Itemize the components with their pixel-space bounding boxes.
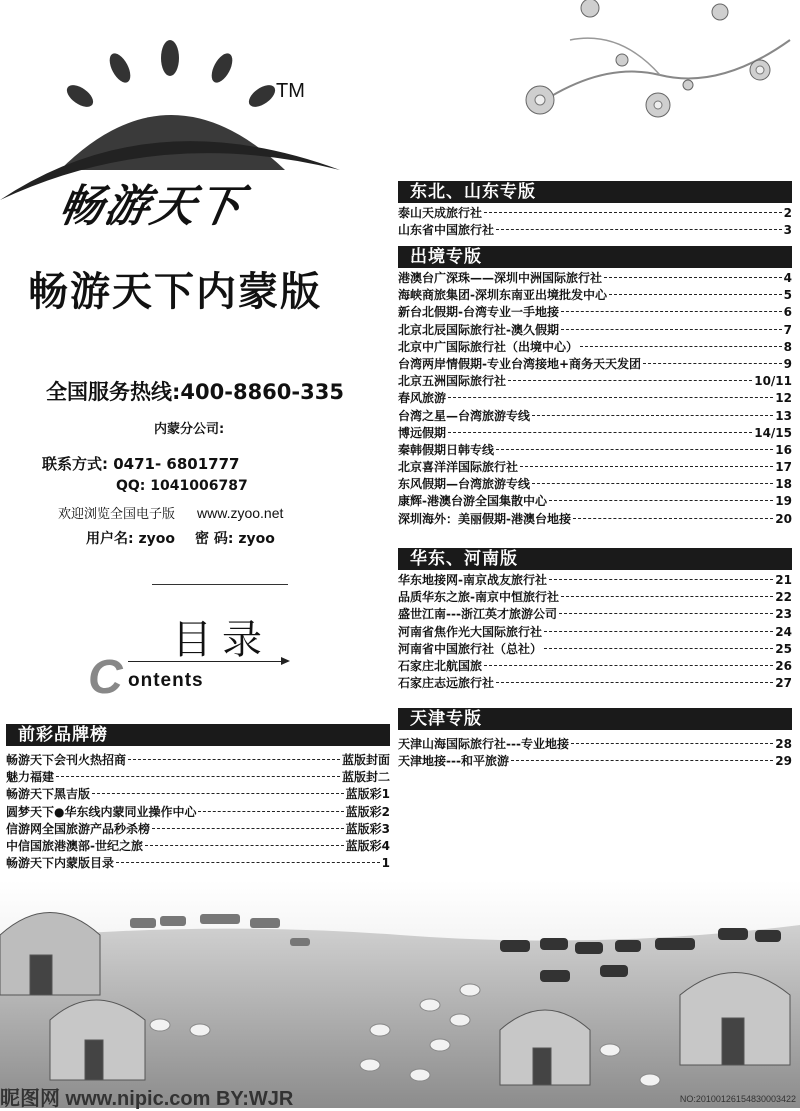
- toc-row[interactable]: [6, 855, 390, 872]
- toc-row[interactable]: [398, 589, 792, 606]
- user-value: zyoo: [138, 531, 175, 547]
- toc-row[interactable]: [398, 572, 792, 589]
- leader-dashes: [56, 776, 340, 777]
- leader-dashes: [484, 665, 773, 666]
- website-link[interactable]: www.zyoo.net: [197, 505, 284, 521]
- toc-entry-title: 石家庄志远旅行社: [398, 676, 495, 691]
- toc-row[interactable]: [6, 821, 390, 838]
- toc-entry-page: 12: [775, 391, 792, 406]
- toc-row[interactable]: [398, 675, 792, 692]
- contact-qq: [116, 478, 248, 494]
- toc-entry-title: 畅游天下内蒙版目录: [6, 856, 115, 871]
- logo: [0, 30, 340, 230]
- contents-c-letter: C: [88, 651, 123, 704]
- toc-entry-title: 台湾之星—台湾旅游专线: [398, 408, 531, 423]
- contact-phone: [42, 453, 240, 474]
- toc-entry-title: 港澳台广深珠——深圳中洲国际旅行社: [398, 271, 603, 285]
- login-credentials: [86, 528, 275, 548]
- section-east-henan: [398, 548, 792, 692]
- toc-entry-page: 14/15: [754, 425, 792, 440]
- toc-entry-title: 北京中广国际旅行社（出境中心）: [398, 339, 579, 354]
- toc-entry-page: 25: [775, 641, 792, 656]
- leader-dashes: [496, 449, 773, 450]
- toc-row[interactable]: [398, 442, 792, 459]
- toc-entry-title: 天津山海国际旅行社---专业地接: [398, 737, 569, 751]
- leader-dashes: [145, 845, 344, 846]
- toc-entry-page: 蓝版彩2: [345, 804, 390, 819]
- leader-dashes: [128, 759, 340, 760]
- hotline-number: 400-8860-335: [180, 380, 344, 404]
- section-header: 华东、河南版: [398, 548, 792, 570]
- toc-row[interactable]: [398, 339, 792, 356]
- leader-dashes: [549, 579, 773, 580]
- leader-dashes: [609, 294, 782, 295]
- toc-entry-page: 4: [783, 271, 792, 285]
- toc-entry-title: 畅游天下会刊火热招商: [6, 753, 127, 767]
- toc-entry-page: 24: [775, 624, 792, 639]
- toc-entry-page: 蓝版封面: [341, 753, 390, 767]
- toc-entry-title: 魅力福建: [6, 770, 55, 785]
- toc-row[interactable]: [6, 769, 390, 786]
- toc-row[interactable]: [398, 606, 792, 623]
- leader-dashes: [532, 483, 773, 484]
- branch-label: 内蒙分公司:: [154, 422, 225, 437]
- toc-row[interactable]: [6, 752, 390, 769]
- leader-dashes: [544, 648, 773, 649]
- toc-entry-title: 北京五洲国际旅行社: [398, 374, 507, 389]
- qq-label: QQ:: [116, 478, 146, 494]
- toc-entry-title: 品质华东之旅-南京中恒旅行社: [398, 590, 559, 605]
- toc-entry-page: 28: [775, 737, 792, 751]
- toc-entry-page: 29: [775, 754, 792, 769]
- leader-dashes: [549, 500, 773, 501]
- leader-dashes: [580, 346, 782, 347]
- leader-dashes: [604, 277, 782, 278]
- leader-dashes: [520, 466, 773, 467]
- hotline-label: 全国服务热线:: [46, 380, 181, 404]
- leader-dashes: [571, 743, 773, 744]
- welcome-text: 欢迎浏览全国电子版: [58, 507, 176, 522]
- toc-entry-page: 17: [775, 460, 792, 475]
- yurt-icon: [680, 973, 790, 1066]
- leader-dashes: [92, 793, 344, 794]
- toc-entry-page: 6: [783, 305, 792, 320]
- toc-entry-page: 19: [775, 494, 792, 509]
- toc-entry-title: 海峡商旅集团-深圳东南亚出境批发中心: [398, 288, 607, 303]
- leader-dashes: [496, 229, 782, 230]
- leader-dashes: [561, 329, 782, 330]
- toc-entry-title: 康辉-港澳台游全国集散中心: [398, 494, 547, 509]
- toc-entry-page: 21: [775, 573, 792, 587]
- toc-entry-title: 信游网全国旅游产品秒杀榜: [6, 821, 151, 836]
- section-header: 前彩品牌榜: [6, 724, 390, 746]
- toc-entry-title: 深圳海外：美丽假期-港澳台地接: [398, 511, 571, 526]
- toc-row[interactable]: [398, 753, 792, 770]
- toc-row[interactable]: [398, 511, 792, 528]
- toc-row[interactable]: [398, 205, 792, 222]
- toc-row[interactable]: [6, 786, 390, 803]
- toc-entry-page: 18: [775, 477, 792, 492]
- edition-title: 畅游天下内蒙版: [28, 269, 322, 315]
- toc-entry-title: 北京喜洋洋国际旅行社: [398, 460, 519, 475]
- leader-dashes: [561, 311, 782, 312]
- leader-dashes: [561, 596, 773, 597]
- toc-row[interactable]: [398, 270, 792, 287]
- toc-entry-title: 华东地接网-南京战友旅行社: [398, 573, 547, 587]
- toc-row[interactable]: [398, 322, 792, 339]
- section-header: 东北、山东专版: [398, 181, 792, 203]
- leader-dashes: [643, 363, 782, 364]
- arrow-right-icon: [128, 661, 288, 662]
- logo-script-name: 畅游天下: [54, 181, 248, 232]
- toc-entry-page: 1: [381, 856, 390, 871]
- hotline: [46, 376, 344, 406]
- toc-entry-page: 20: [775, 511, 792, 526]
- leader-dashes: [152, 828, 344, 829]
- phone-number: 0471- 6801777: [113, 455, 240, 473]
- toc-row[interactable]: [398, 287, 792, 304]
- leader-dashes: [198, 811, 343, 812]
- toc-entry-page: 22: [775, 590, 792, 605]
- watermark-id: NO:20100126154830003422: [679, 1094, 796, 1104]
- toc-entry-page: 5: [783, 288, 792, 303]
- toc-entry-title: 盛世江南---浙江英才旅游公司: [398, 607, 557, 622]
- toc-entry-title: 山东省中国旅行社: [398, 223, 495, 238]
- toc-entry-title: 台湾两岸情假期-专业台湾接地+商务天天发团: [398, 356, 642, 371]
- qq-number: 1041006787: [150, 478, 248, 494]
- toc-entry-page: 27: [775, 676, 792, 691]
- toc-row[interactable]: [398, 222, 792, 239]
- toc-entry-page: 3: [783, 223, 792, 238]
- leader-dashes: [511, 760, 773, 761]
- toc-entry-page: 13: [775, 408, 792, 423]
- toc-entry-page: 26: [775, 658, 792, 673]
- toc-entry-page: 蓝版彩3: [345, 821, 390, 836]
- toc-title: 目录: [172, 617, 272, 663]
- leader-dashes: [116, 862, 380, 863]
- leader-dashes: [559, 613, 773, 614]
- toc-row[interactable]: [398, 390, 792, 407]
- section-header: 天津专版: [398, 708, 792, 730]
- toc-row[interactable]: [398, 304, 792, 321]
- toc-entry-page: 2: [783, 206, 792, 220]
- section-front-color: [6, 724, 390, 872]
- toc-entry-page: 9: [783, 356, 792, 371]
- leader-dashes: [496, 682, 773, 683]
- toc-row[interactable]: [398, 425, 792, 442]
- divider: [152, 584, 288, 585]
- contents-word: ontents: [128, 670, 204, 691]
- toc-row[interactable]: [398, 373, 792, 390]
- toc-entry-page: 8: [783, 339, 792, 354]
- pass-label: 密 码:: [195, 531, 234, 547]
- toc-entry-title: 新台北假期-台湾专业一手地接: [398, 305, 559, 320]
- toc-entry-page: 蓝版封二: [341, 770, 390, 785]
- toc-entry-title: 博远假期: [398, 425, 447, 440]
- toc-row[interactable]: [398, 624, 792, 641]
- toc-entry-title: 春风旅游: [398, 391, 447, 406]
- section-tianjin: [398, 708, 792, 770]
- toc-entry-title: 畅游天下黑吉版: [6, 787, 91, 802]
- section-header: 出境专版: [398, 246, 792, 268]
- leader-dashes: [448, 432, 752, 433]
- toc-entry-page: 7: [783, 322, 792, 337]
- trademark-mark: TM: [276, 80, 305, 102]
- leader-dashes: [448, 397, 773, 398]
- toc-entry-page: 23: [775, 607, 792, 622]
- toc-entry-page: 16: [775, 442, 792, 457]
- leader-dashes: [532, 415, 773, 416]
- yurt-icon: [0, 913, 100, 996]
- toc-entry-title: 河南省焦作光大国际旅行社: [398, 624, 543, 639]
- grassland-scene-image: [0, 880, 800, 1108]
- phone-label: 联系方式:: [42, 455, 108, 473]
- section-northeast: [398, 181, 792, 239]
- toc-entry-title: 泰山天成旅行社: [398, 206, 483, 220]
- toc-row[interactable]: [6, 838, 390, 855]
- flower-decoration-icon: [510, 0, 800, 140]
- toc-entry-title: 河南省中国旅行社（总社）: [398, 641, 543, 656]
- leader-dashes: [508, 380, 752, 381]
- toc-row[interactable]: [398, 459, 792, 476]
- toc-entry-title: 秦韩假期日韩专线: [398, 442, 495, 457]
- leader-dashes: [573, 518, 773, 519]
- toc-row[interactable]: [398, 641, 792, 658]
- user-label: 用户名:: [86, 531, 134, 547]
- yurt-icon: [50, 1000, 145, 1080]
- toc-entry-page: 蓝版彩1: [345, 787, 390, 802]
- yurt-icon: [500, 1010, 590, 1085]
- toc-entry-title: 天津地接---和平旅游: [398, 754, 509, 769]
- toc-entry-title: 东风假期—台湾旅游专线: [398, 477, 531, 492]
- welcome-line: [58, 503, 283, 522]
- leader-dashes: [544, 631, 773, 632]
- toc-entry-title: 石家庄北航国旅: [398, 658, 483, 673]
- watermark-left: 昵图网 www.nipic.com BY:WJR: [0, 1088, 294, 1110]
- toc-entry-title: 北京北辰国际旅行社-澳久假期: [398, 322, 559, 337]
- leader-dashes: [484, 212, 782, 213]
- section-overseas: [398, 246, 792, 528]
- toc-entry-title: 中信国旅港澳部-世纪之旅: [6, 838, 143, 853]
- toc-row[interactable]: [398, 658, 792, 675]
- toc-row[interactable]: [6, 804, 390, 821]
- toc-entry-page: 蓝版彩4: [345, 838, 390, 853]
- toc-row[interactable]: [398, 476, 792, 493]
- pass-value: zyoo: [238, 531, 275, 547]
- toc-row[interactable]: [398, 493, 792, 510]
- toc-row[interactable]: [398, 408, 792, 425]
- toc-row[interactable]: [398, 356, 792, 373]
- toc-entry-page: 10/11: [754, 374, 792, 389]
- toc-row[interactable]: [398, 736, 792, 753]
- toc-entry-title: 圆梦天下●华东线内蒙同业操作中心: [6, 804, 197, 819]
